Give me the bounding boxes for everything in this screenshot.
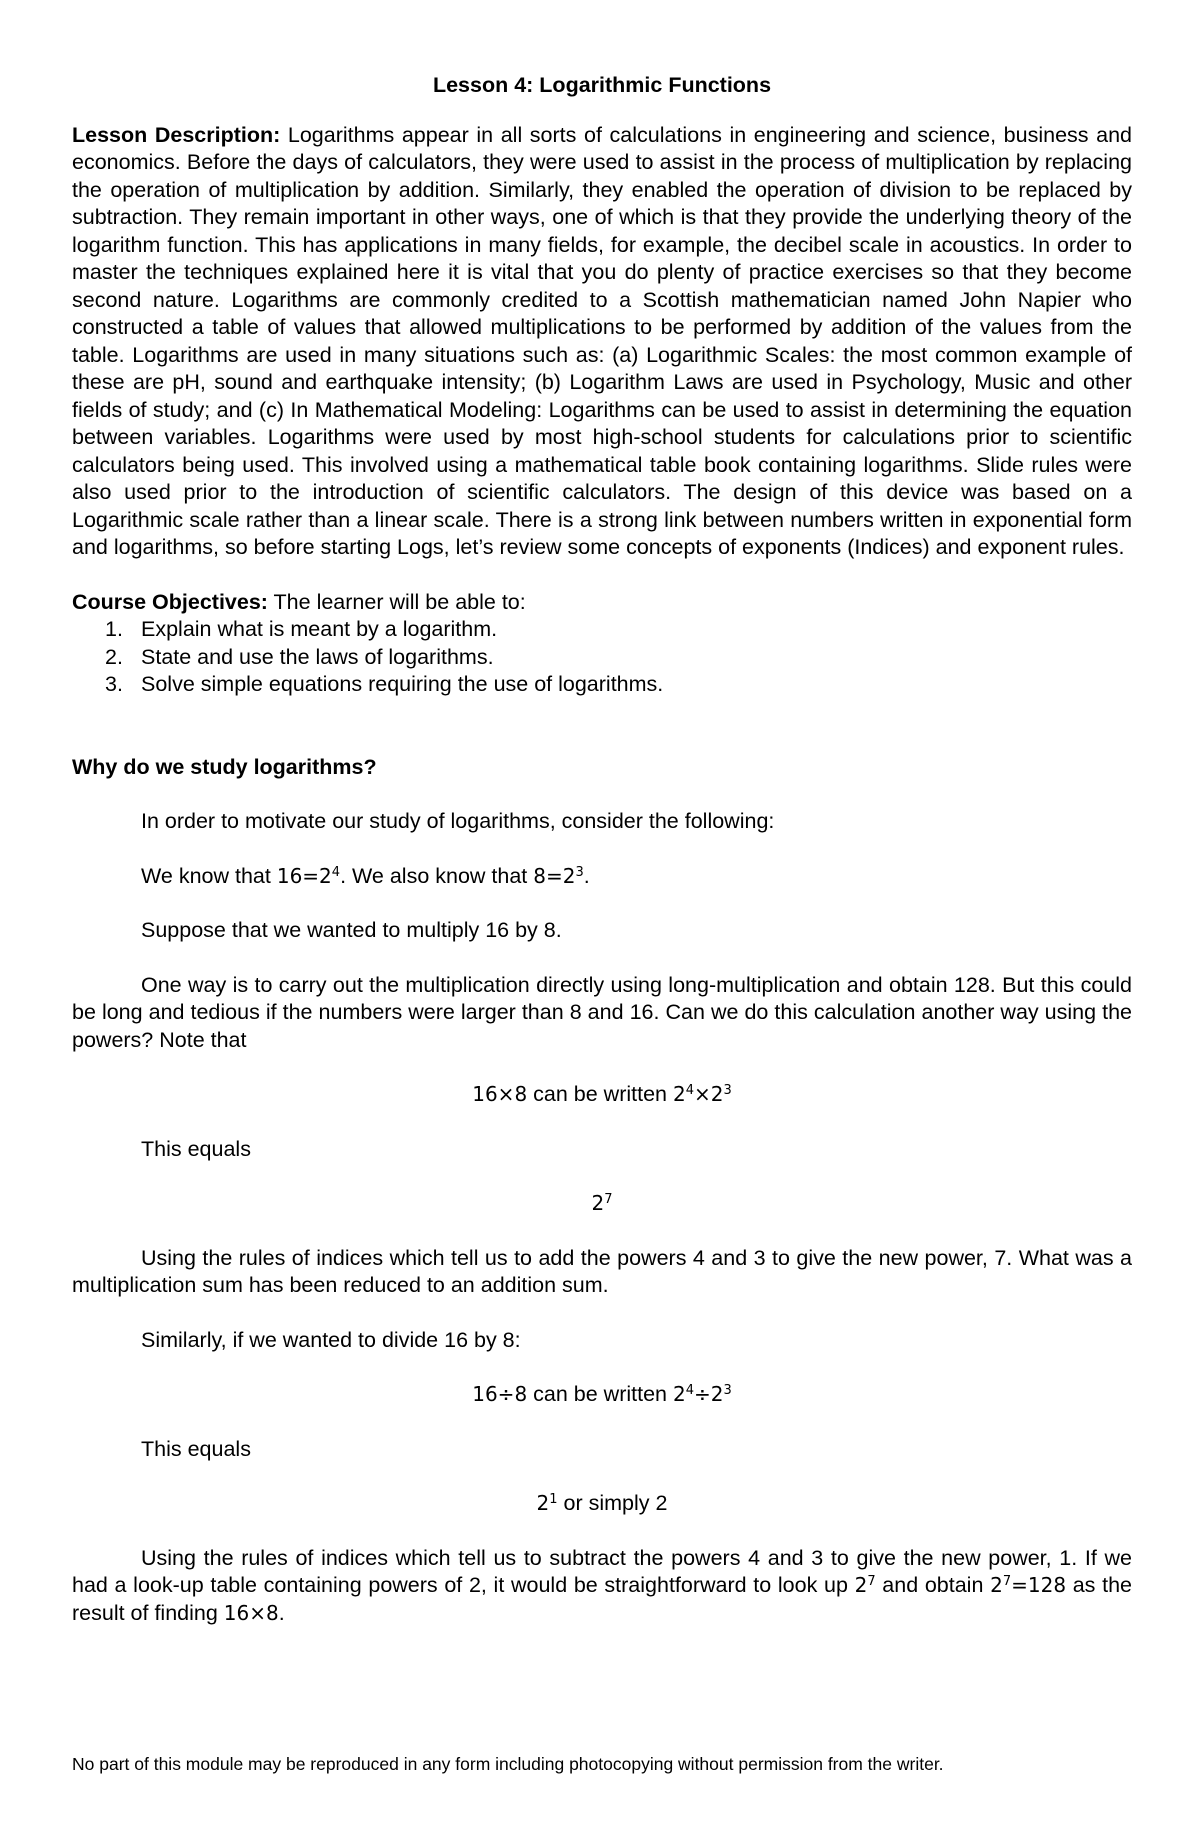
div-operator: ÷ xyxy=(693,1382,711,1406)
rules-sub-math-1 xyxy=(855,1573,876,1597)
equation-8 xyxy=(533,864,584,888)
div-base-2: 2 xyxy=(710,1382,724,1406)
rules-sub-text-1: Using the rules of indices which tell us to subtract the powers 4 and 3 to give the new power, 1. If we had a look-up table containing powers of 2, it would be straightforward to look up xyxy=(72,1545,1132,1597)
equation-16-base: 16=2 xyxy=(276,863,332,888)
course-objectives xyxy=(72,589,1132,699)
lesson-description-label: Lesson Description: xyxy=(72,122,281,147)
result-2-base: 2 xyxy=(536,1491,550,1515)
document-page xyxy=(72,72,1132,1627)
mult-exp-1: 4 xyxy=(685,1082,694,1098)
div-rhs xyxy=(673,1382,732,1406)
rules-sub-text-4: . xyxy=(278,1600,285,1625)
rules-add-paragraph: Using the rules of indices which tell us to add the powers 4 and 3 to give the new power, 7. What was a multiplication sum has been reduced to an addition sum. xyxy=(72,1245,1132,1297)
copyright-footer: No part of this module may be reproduced in any form including photocopying without permission from the writer. xyxy=(72,1754,944,1774)
result-2-to-1-math xyxy=(537,1491,558,1515)
div-exp-1: 4 xyxy=(685,1382,694,1398)
objective-number: 2. xyxy=(105,644,123,669)
mult-rhs xyxy=(673,1082,732,1106)
equation-16-exponent: 4 xyxy=(331,864,341,880)
objective-item xyxy=(72,616,1132,644)
rules-sub-base-1: 2 xyxy=(854,1573,868,1597)
div-base-1: 2 xyxy=(672,1382,686,1406)
rules-sub-equals: =128 xyxy=(1011,1573,1067,1597)
objective-item xyxy=(72,671,1132,699)
this-equals-2: This equals xyxy=(141,1436,251,1461)
similarly-paragraph: Similarly, if we wanted to divide 16 by 8: xyxy=(141,1327,521,1352)
rules-sub-expression: 16×8 xyxy=(223,1600,279,1625)
rules-sub-exp-1: 7 xyxy=(867,1573,876,1589)
div-lhs: 16÷8 xyxy=(472,1382,528,1406)
objective-number: 3. xyxy=(105,672,123,696)
motivate-paragraph: In order to motivate our study of logarithms, consider the following: xyxy=(141,809,775,833)
lesson-description-text: Logarithms appear in all sorts of calculations in engineering and science, business and economics. Before the days of calculators, they were used to assist in the process of multiplication by replacing the operation of multiplication by addition. Similarly, they enabled the operation of division to be replaced by subtraction. They remain important in other ways, one of which is that they provide the underlying theory of the logarithm function. This has applications in many fields, for example, the decibel scale in acoustics. In order to master the techniques explained here it is vital that you do plenty of practice exercises so that they become second nature. Logarithms are commonly credited to a Scottish mathematician named John Napier who constructed a table of values that allowed multiplications to be performed by addition of the values from the table. Logarithms are used in many situations such as: (a) Logarithmic Scales: the most common example of these are pH, sound and earthquake intensity; (b) Logarithm Laws are used in Psychology, Music and other fields of study; and (c) In Mathematical Modeling: Logarithms can be used to assist in determining the equation between variables. Logarithms were used by most high-school students for calculations prior to scientific calculators being used. This involved using a mathematical table book containing logarithms. Slide rules were also used prior to the introduction of scientific calculators. The design of this device was based on a Logarithmic scale rather than a linear scale. There is a strong link between numbers written in exponential form and logarithms, so before starting Logs, let’s review some concepts of exponents (Indices) and exponent rules. xyxy=(72,122,1132,559)
result-1-base: 2 xyxy=(591,1191,605,1215)
rules-sub-text-3: as the result of finding xyxy=(72,1573,1132,1625)
mult-base-2: 2 xyxy=(710,1082,724,1106)
div-exp-2: 3 xyxy=(723,1382,732,1398)
division-equation xyxy=(72,1381,1132,1409)
result-1-exp: 7 xyxy=(604,1191,613,1207)
rules-sub-math-2 xyxy=(990,1573,1066,1597)
objective-text: Solve simple equations requiring the use of logarithms. xyxy=(141,672,664,696)
result-2-tail: or simply 2 xyxy=(557,1491,668,1515)
mult-lhs: 16×8 xyxy=(472,1082,528,1106)
rules-sub-base-2: 2 xyxy=(990,1573,1003,1597)
mult-mid-text: can be written xyxy=(527,1082,673,1106)
know-text-1: We know that xyxy=(141,863,277,888)
equation-16 xyxy=(277,864,340,888)
mult-base-1: 2 xyxy=(672,1082,686,1106)
lesson-description xyxy=(72,122,1132,562)
course-objectives-label: Course Objectives: xyxy=(72,589,268,614)
know-paragraph xyxy=(72,863,1132,891)
objective-text: Explain what is meant by a logarithm. xyxy=(141,617,498,641)
equation-8-exponent: 3 xyxy=(575,864,584,880)
multiplication-equation xyxy=(72,1081,1132,1109)
div-mid-text: can be written xyxy=(527,1382,673,1406)
this-equals-1: This equals xyxy=(141,1136,251,1161)
know-text-2: . We also know that xyxy=(340,863,534,888)
equation-8-base: 8=2 xyxy=(533,863,576,888)
mult-exp-2: 3 xyxy=(723,1082,732,1098)
rules-sub-exp-2: 7 xyxy=(1002,1573,1012,1589)
objective-text: State and use the laws of logarithms. xyxy=(141,644,494,669)
lesson-title: Lesson 4: Logarithmic Functions xyxy=(432,73,772,97)
why-heading: Why do we study logarithms? xyxy=(72,754,377,779)
mult-operator: × xyxy=(693,1082,711,1106)
course-objectives-intro-line xyxy=(72,589,1132,617)
result-2-to-7-math xyxy=(591,1191,612,1215)
result-2-exp: 1 xyxy=(549,1491,558,1507)
objectives-list xyxy=(72,616,1132,699)
result-2-to-7 xyxy=(72,1190,1132,1218)
one-way-paragraph: One way is to carry out the multiplication directly using long-multiplication and obtain 128. But this could be long and tedious if the numbers were larger than 8 and 16. Can we do this calculation another way using the powers? Note that xyxy=(72,972,1132,1052)
know-text-3: . xyxy=(583,863,590,888)
result-2-to-1 xyxy=(72,1490,1132,1518)
rules-sub-text-2: and obtain xyxy=(875,1573,991,1597)
suppose-paragraph: Suppose that we wanted to multiply 16 by 8. xyxy=(141,918,562,942)
rules-sub-paragraph xyxy=(72,1545,1132,1628)
objective-item xyxy=(72,644,1132,672)
objective-number: 1. xyxy=(105,617,123,641)
course-objectives-intro: The learner will be able to: xyxy=(267,589,526,614)
